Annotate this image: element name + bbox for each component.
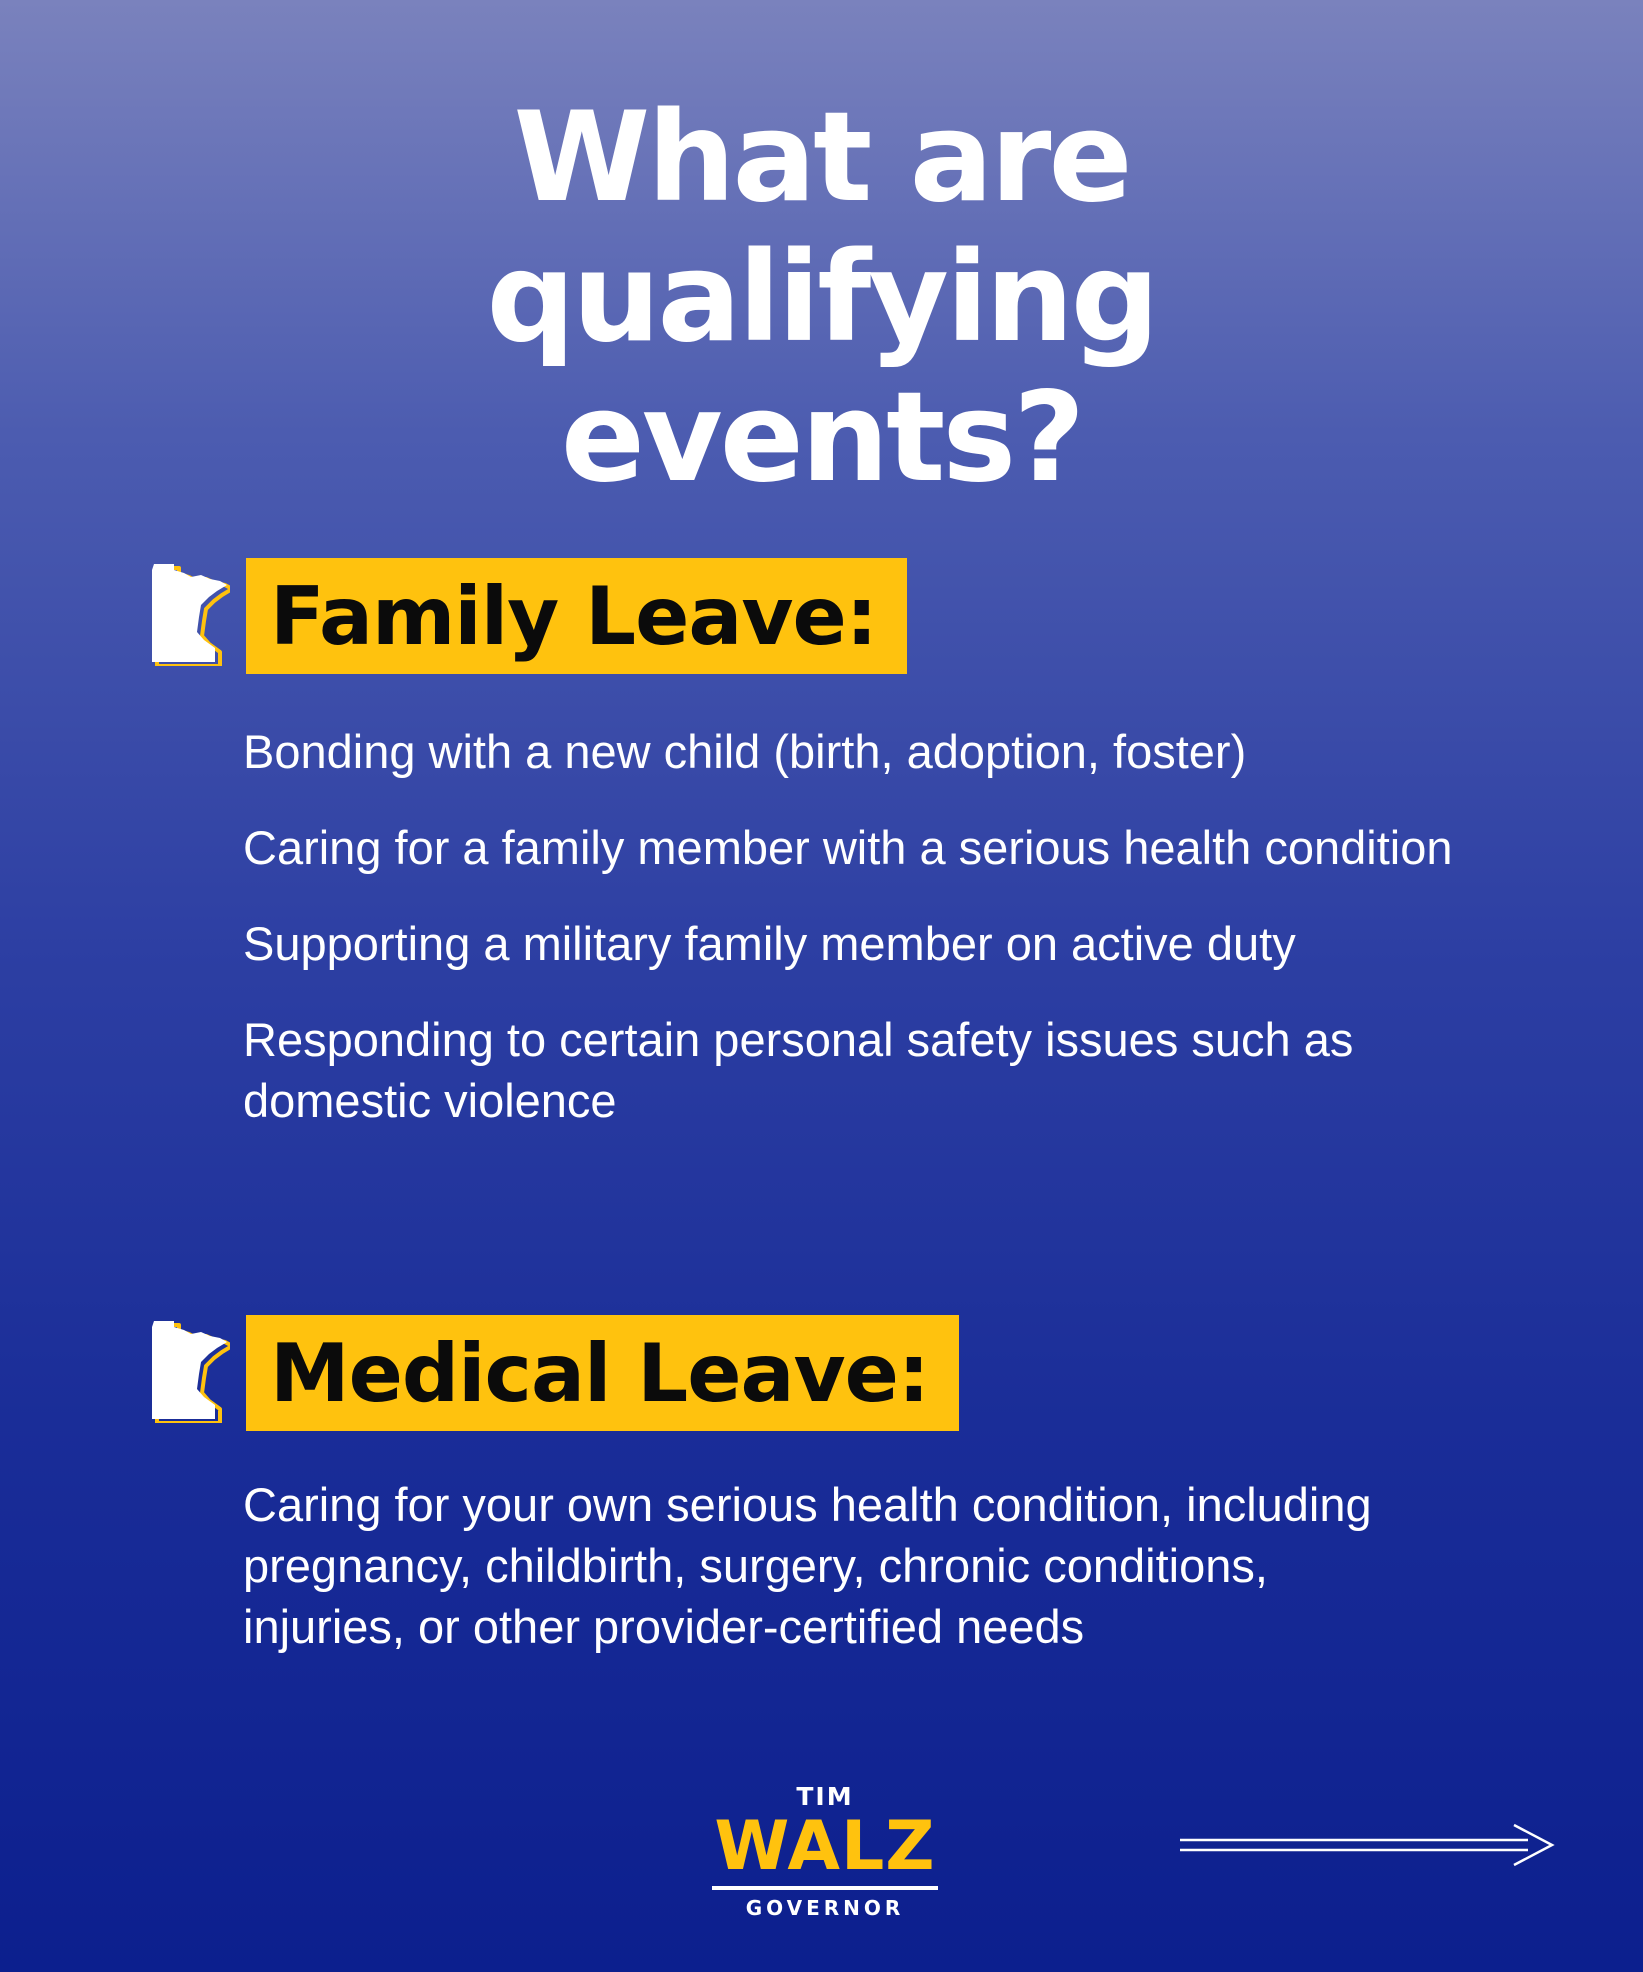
list-item: Caring for your own serious health condition, including pregnancy, childbirth, surgery, chronic conditions, injuries, or other provider-certified needs [243,1478,1372,1653]
headline-line-3: events? [560,366,1083,510]
list-item: Bonding with a new child (birth, adoption, foster) [243,725,1247,778]
medical-leave-label-box [246,1315,959,1431]
page-headline [0,88,1643,508]
medical-leave-list [243,1474,1483,1657]
list-item: Supporting a military family member on active duty [243,917,1296,970]
tim-walz-governor-logo [700,1782,950,1922]
family-leave-label-box [246,558,907,674]
family-leave-list [243,721,1483,1166]
logo-first-name: TIM [796,1782,854,1811]
logo-title: GOVERNOR [745,1896,905,1920]
logo-last-name: WALZ [712,1812,938,1890]
headline-line-1: What are [513,86,1130,230]
minnesota-state-icon [146,1319,230,1423]
list-item: Responding to certain personal safety issues such as domestic violence [243,1013,1354,1127]
medical-leave-heading: Medical Leave: [270,1326,929,1420]
headline-line-2: qualifying [486,226,1157,370]
family-leave-header [146,558,1146,674]
family-leave-heading: Family Leave: [270,569,877,663]
medical-leave-header [146,1315,1146,1431]
arrow-right-icon[interactable] [1178,1822,1556,1868]
list-item: Caring for a family member with a serious health condition [243,821,1453,874]
minnesota-state-icon [146,562,230,666]
